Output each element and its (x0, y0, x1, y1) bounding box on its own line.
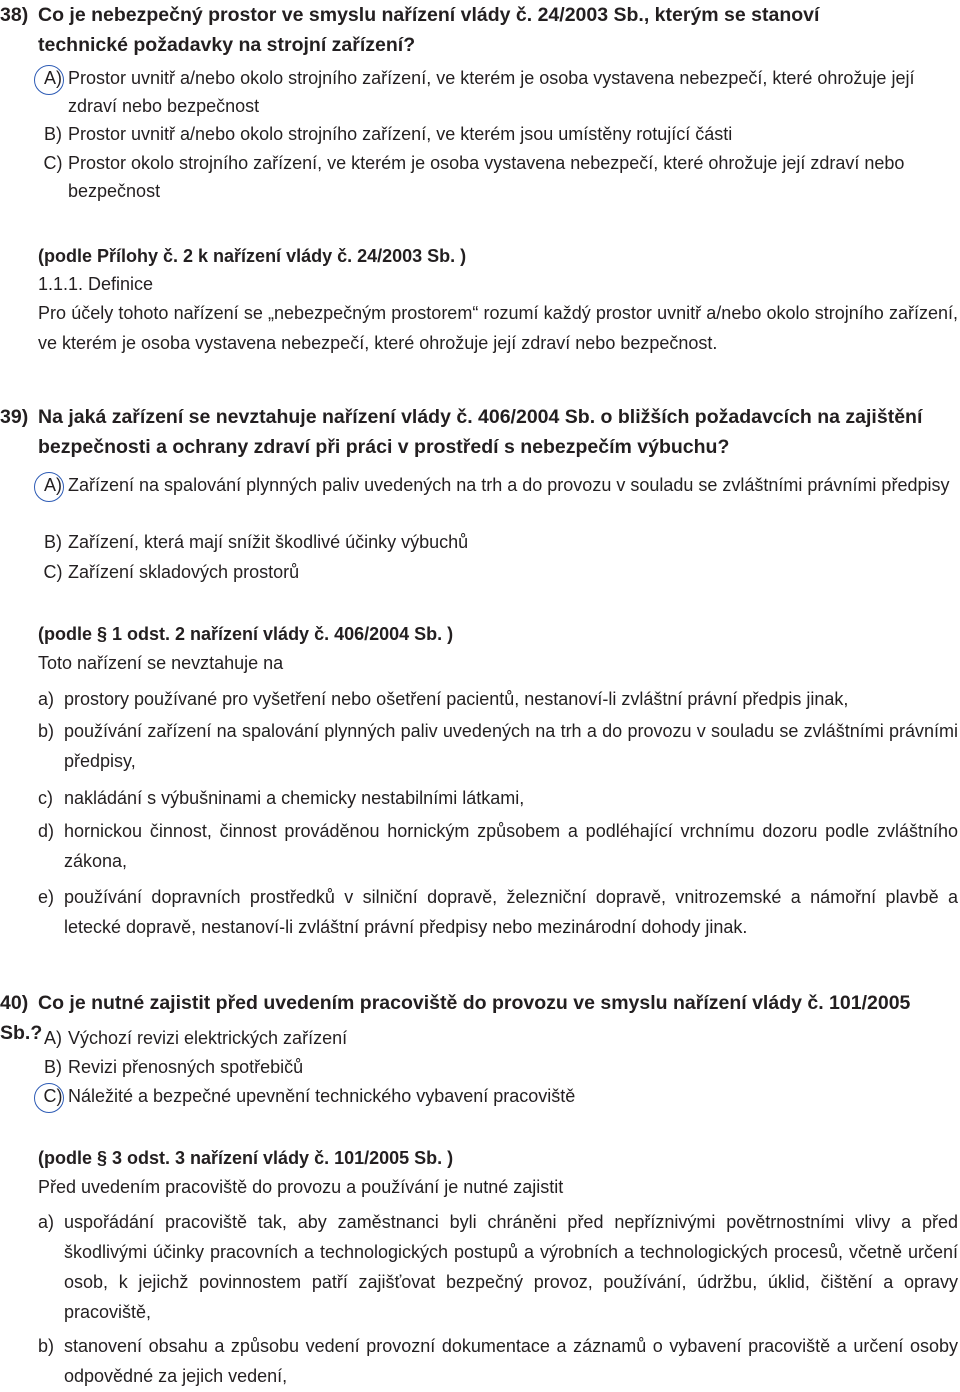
question-38-body-heading: 1.1.1. Definice (38, 274, 154, 294)
option-letter: C) (43, 562, 63, 582)
question-40-option-b (38, 1053, 958, 1081)
option-letter: A) (38, 471, 68, 499)
option-letter: C) (38, 1082, 68, 1110)
question-39-title (0, 402, 958, 462)
option-letter: A) (38, 64, 68, 92)
item-text: stanovení obsahu a způsobu vedení provozní dokumentace a záznamů o vybavení pracoviště a určení osoby odpovědné za jejich vedení, (64, 1336, 958, 1386)
item-marker: d) (38, 821, 55, 841)
option-text: Prostor uvnitř a/nebo okolo strojního zařízení, ve kterém je osoba vystavena nebezpečí, které ohrožuje její zdraví nebo bezpečnost (68, 68, 915, 116)
question-39-option-c (38, 558, 958, 586)
question-38-option-a (38, 64, 958, 120)
option-letter: B) (44, 532, 62, 552)
option-text: Náležité a bezpečné upevnění technického vybavení pracoviště (68, 1086, 576, 1106)
question-number: 40) (0, 992, 29, 1014)
question-39-item-c (38, 783, 958, 813)
option-text: Zařízení skladových prostorů (68, 562, 300, 582)
option-text: Zařízení na spalování plynných paliv uvedených na trh a do provozu v souladu se zvláštními právními předpisy (68, 475, 950, 495)
option-text: Zařízení, která mají snížit škodlivé účinky výbuchů (68, 532, 469, 552)
option-letter: B) (44, 1057, 62, 1077)
option-text: Výchozí revizi elektrických zařízení (68, 1028, 348, 1048)
question-39-option-b (38, 528, 958, 556)
question-40-option-a (38, 1024, 958, 1052)
option-letter: C) (43, 153, 63, 173)
option-text: Prostor okolo strojního zařízení, ve kterém je osoba vystavena nebezpečí, které ohrožuje její zdraví nebo bezpečnost (68, 153, 905, 201)
question-39-item-a (38, 684, 958, 714)
question-38-body: Pro účely tohoto nařízení se „nebezpečným prostorem“ rozumí každý prostor uvnitř a/nebo okolo strojního zařízení, ve kterém je osoba vystavena nebezpečí, které ohrožuje její zdraví nebo bezpečnost. (38, 303, 958, 353)
question-number: 38) (0, 4, 29, 26)
question-text-line1: Co je nutné zajistit před uvedením pracoviště do provozu ve smyslu nařízení vlády č. 101/2005 Sb.? (0, 992, 911, 1044)
item-marker: a) (38, 689, 55, 709)
question-39-reference: (podle § 1 odst. 2 nařízení vlády č. 406/2004 Sb. ) (38, 624, 454, 644)
option-text: Prostor uvnitř a/nebo okolo strojního zařízení, ve kterém jsou umístěny rotující části (68, 124, 733, 144)
question-40-option-c (38, 1082, 958, 1110)
question-38-reference: (podle Přílohy č. 2 k nařízení vlády č. 24/2003 Sb. ) (38, 246, 467, 266)
item-marker: c) (38, 788, 53, 808)
question-text-line1: Co je nebezpečný prostor ve smyslu nařízení vlády č. 24/2003 Sb., kterým se stanoví (38, 4, 820, 26)
item-text: používání dopravních prostředků v silniční dopravě, železniční dopravě, vnitrozemské a námořní plavbě a letecké dopravě, nestanoví-li zvláštní právní předpisy nebo mezinárodní dohody jinak. (64, 887, 958, 937)
question-40-body-intro: Před uvedením pracoviště do provozu a používání je nutné zajistit (38, 1177, 564, 1197)
question-text-line1: Na jaká zařízení se nevztahuje nařízení vlády č. 406/2004 Sb. o bližších požadavcích na zajištění (38, 406, 923, 428)
item-marker: e) (38, 887, 55, 907)
question-40-reference: (podle § 3 odst. 3 nařízení vlády č. 101/2005 Sb. ) (38, 1148, 454, 1168)
option-letter: B) (44, 124, 62, 144)
question-38-option-c (38, 149, 958, 205)
question-text-line2: bezpečnosti a ochrany zdraví při práci v prostředí s nebezpečím výbuchu? (38, 436, 730, 458)
question-38-option-b (38, 120, 958, 148)
item-text: používání zařízení na spalování plynných paliv uvedených na trh a do provozu v souladu se zvláštními právními předpisy, (64, 721, 958, 771)
question-number: 39) (0, 406, 29, 428)
item-marker: a) (38, 1212, 55, 1232)
question-39-item-d (38, 816, 958, 876)
option-text: Revizi přenosných spotřebičů (68, 1057, 304, 1077)
item-text: hornickou činnost, činnost prováděnou hornickým způsobem a podléhající vrchnímu dozoru podle zvláštního zákona, (64, 821, 958, 871)
question-40-item-b (38, 1331, 958, 1391)
question-39-body-intro: Toto nařízení se nevztahuje na (38, 653, 284, 673)
item-text: uspořádání pracoviště tak, aby zaměstnanci byli chráněni před nepříznivými povětrnostními vlivy a před škodlivými účinky pracovních a technologických postupů a výrobních a technologických procesů, včetně určení osob, k jejichž povinnostem patří zajišťovat bezpečný provoz, používání, údržbu, úklid, čištění a opravy pracoviště, (64, 1212, 958, 1322)
question-39-item-e (38, 882, 958, 942)
item-marker: b) (38, 721, 55, 741)
item-text: nakládání s výbušninami a chemicky nestabilními látkami, (64, 788, 525, 808)
question-40-item-a (38, 1207, 958, 1327)
option-letter: A) (44, 1028, 62, 1048)
item-text: prostory používané pro vyšetření nebo ošetření pacientů, nestanoví-li zvláštní právní předpis jinak, (64, 689, 849, 709)
question-39-item-b (38, 716, 958, 776)
question-38-title (0, 0, 958, 60)
question-39-option-a (38, 471, 958, 499)
question-text-line2: technické požadavky na strojní zařízení? (38, 34, 416, 56)
item-marker: b) (38, 1336, 55, 1356)
